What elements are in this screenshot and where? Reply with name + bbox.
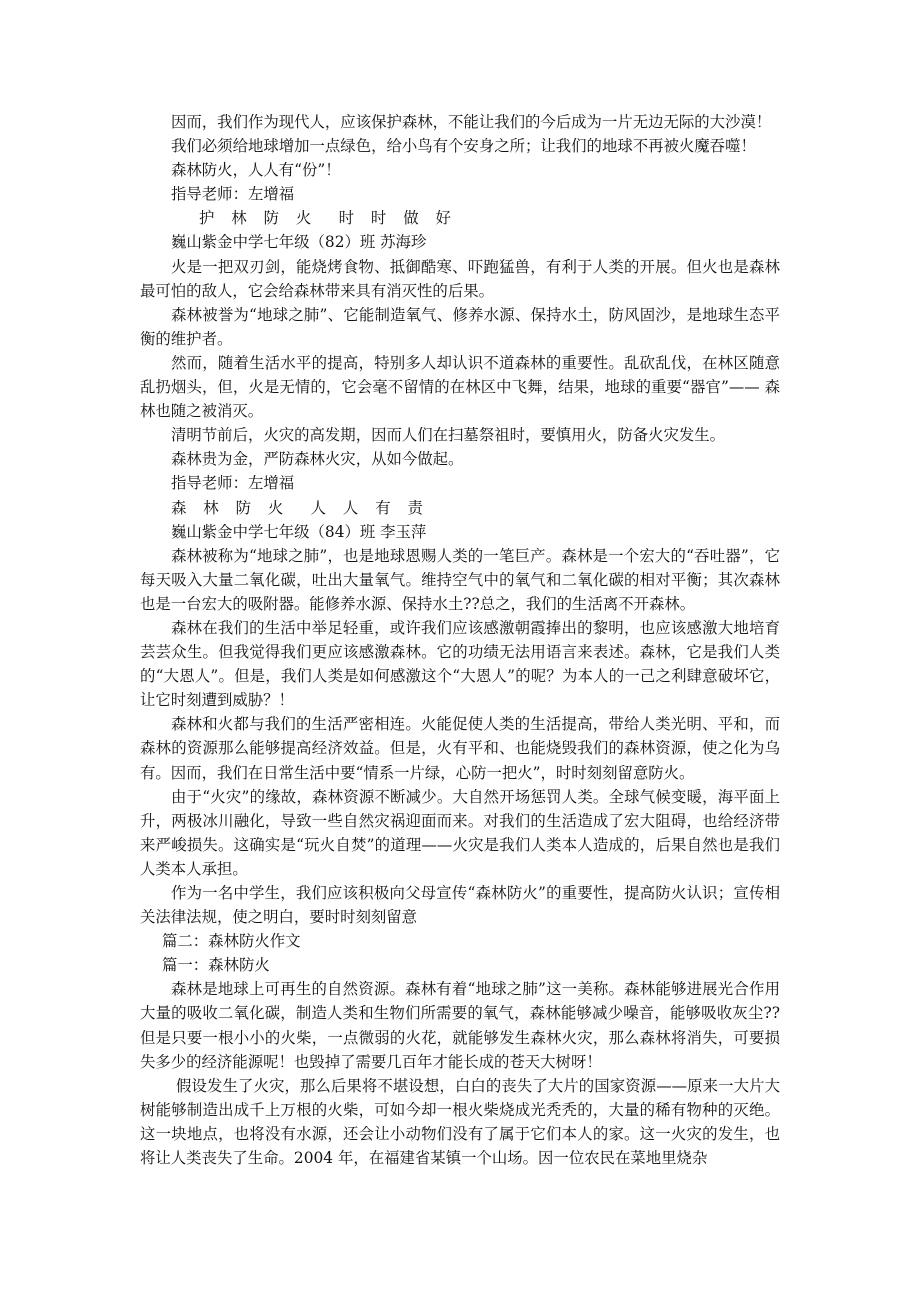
section-heading: 篇一：森林防火 — [162, 956, 270, 975]
teacher-line: 指导老师：左增福 — [171, 185, 295, 204]
essay-title: 护 林 防 火 时 时 做 好 — [199, 209, 457, 228]
paragraph: 清明节前后，火灾的高发期，因而人们在扫墓祭祖时，要慎用火，防备火灾发生。 — [171, 426, 726, 445]
author-line: 巍山紫金中学七年级（82）班 苏海珍 — [171, 233, 427, 252]
paragraph: 森林被称为“地球之肺”，也是地球恩赐人类的一笔巨产。森林是一个宏大的“吞吐器”，它每天吸入大量二氧化碳，吐出大量氧气。维持空气中的氧气和二氧化碳的相对平衡；其次森林也是一台宏大的吸附器。能修养水源、保持水土??总之，我们的生活离不开森林。 — [140, 546, 780, 613]
paragraph: 火是一把双刃剑，能烧烤食物、抵御酷寒、吓跑猛兽，有利于人类的开展。但火也是森林最可怕的敌人，它会给森林带来具有消灭性的后果。 — [140, 257, 780, 300]
paragraph: 作为一名中学生，我们应该积极向父母宣传“森林防火”的重要性，提高防火认识；宣传相关法律法规，使之明白，要时时刻刻留意 — [140, 884, 780, 927]
paragraph: 因而，我们作为现代人，应该保护森林，不能让我们的今后成为一片无边无际的大沙漠！ — [171, 113, 772, 131]
paragraph: 由于“火灾”的缘故，森林资源不断减少。大自然开场惩罚人类。全球气候变暖，海平面上升，两极冰川融化，导致一些自然灾祸迎面而来。对我们的生活造成了宏大阻碍，也给经济带来严峻损失。这确实是“玩火自焚”的道理——火灾是我们人类本人造成的，后果自然也是我们人类本人承担。 — [140, 787, 780, 878]
paragraph: 我们必须给地球增加一点绿色，给小鸟有个安身之所；让我们的地球不再被火魔吞噬！ — [171, 137, 756, 156]
paragraph: 森林在我们的生活中举足轻重，或许我们应该感激朝霞捧出的黎明，也应该感激大地培育芸芸众生。但我觉得我们更应该感激森林。它的功绩无法用语言来表述。森林，它是我们人类的“大恩人”。但是，我们人类是如何感激这个“大恩人”的呢？为本人的一己之利肆意破坏它，让它时刻遭到威胁？！ — [140, 618, 780, 710]
paragraph: 森林是地球上可再生的自然资源。森林有着“地球之肺”这一美称。森林能够进展光合作用大量的吸收二氧化碳，制造人类和生物们所需要的氧气，森林能够减少噪音，能够吸收灰尘??但是只要一根小小的火柴，一点微弱的火花，就能够发生森林火灾，那么森林将消失，可要损失多少的经济能源呢！也毁掉了需要几百年才能长成的苍天大树呀！ — [140, 980, 780, 1071]
paragraph: 森林被誉为“地球之肺”、它能制造氧气、修养水源、保持水土，防风固沙，是地球生态平衡的维护者。 — [140, 305, 780, 348]
paragraph: 森林防火，人人有“份”！ — [171, 161, 341, 180]
paragraph: 森林贵为金，严防森林火灾，从如今做起。 — [171, 450, 464, 469]
paragraph: 然而，随着生活水平的提高，特别多人却认识不道森林的重要性。乱砍乱伐，在林区随意乱扔烟头，但，火是无情的，它会毫不留情的在林区中飞舞，结果，地球的重要“器官”—— 森林也随之被消灭。 — [140, 353, 780, 421]
essay-title: 森 林 防 火 人 人 有 责 — [171, 498, 429, 517]
teacher-line: 指导老师：左增福 — [171, 474, 295, 493]
paragraph: 假设发生了火灾，那么后果将不堪设想，白白的丧失了大片的国家资源——原来一大片大树能够制造出成千上万根的火柴，可如今却一根火柴烧成光秃秃的，大量的稀有物种的灭绝。这一块地点，也将没有水源，还会让小动物们没有了属于它们本人的家。这一火灾的发生，也将让人类丧失了生命。2004 年，在福建省某镇一个山场。因一位农民在菜地里烧杂 — [140, 1076, 780, 1168]
paragraph: 森林和火都与我们的生活严密相连。火能促使人类的生活提高，带给人类光明、平和，而森林的资源那么能够提高经济效益。但是，火有平和、也能烧毁我们的森林资源，使之化为乌有。因而，我们在日常生活中要“情系一片绿，心防一把火”，时时刻刻留意防火。 — [140, 715, 780, 782]
section-heading: 篇二：森林防火作文 — [162, 932, 301, 951]
author-line: 巍山紫金中学七年级（84）班 李玉萍 — [171, 522, 427, 541]
